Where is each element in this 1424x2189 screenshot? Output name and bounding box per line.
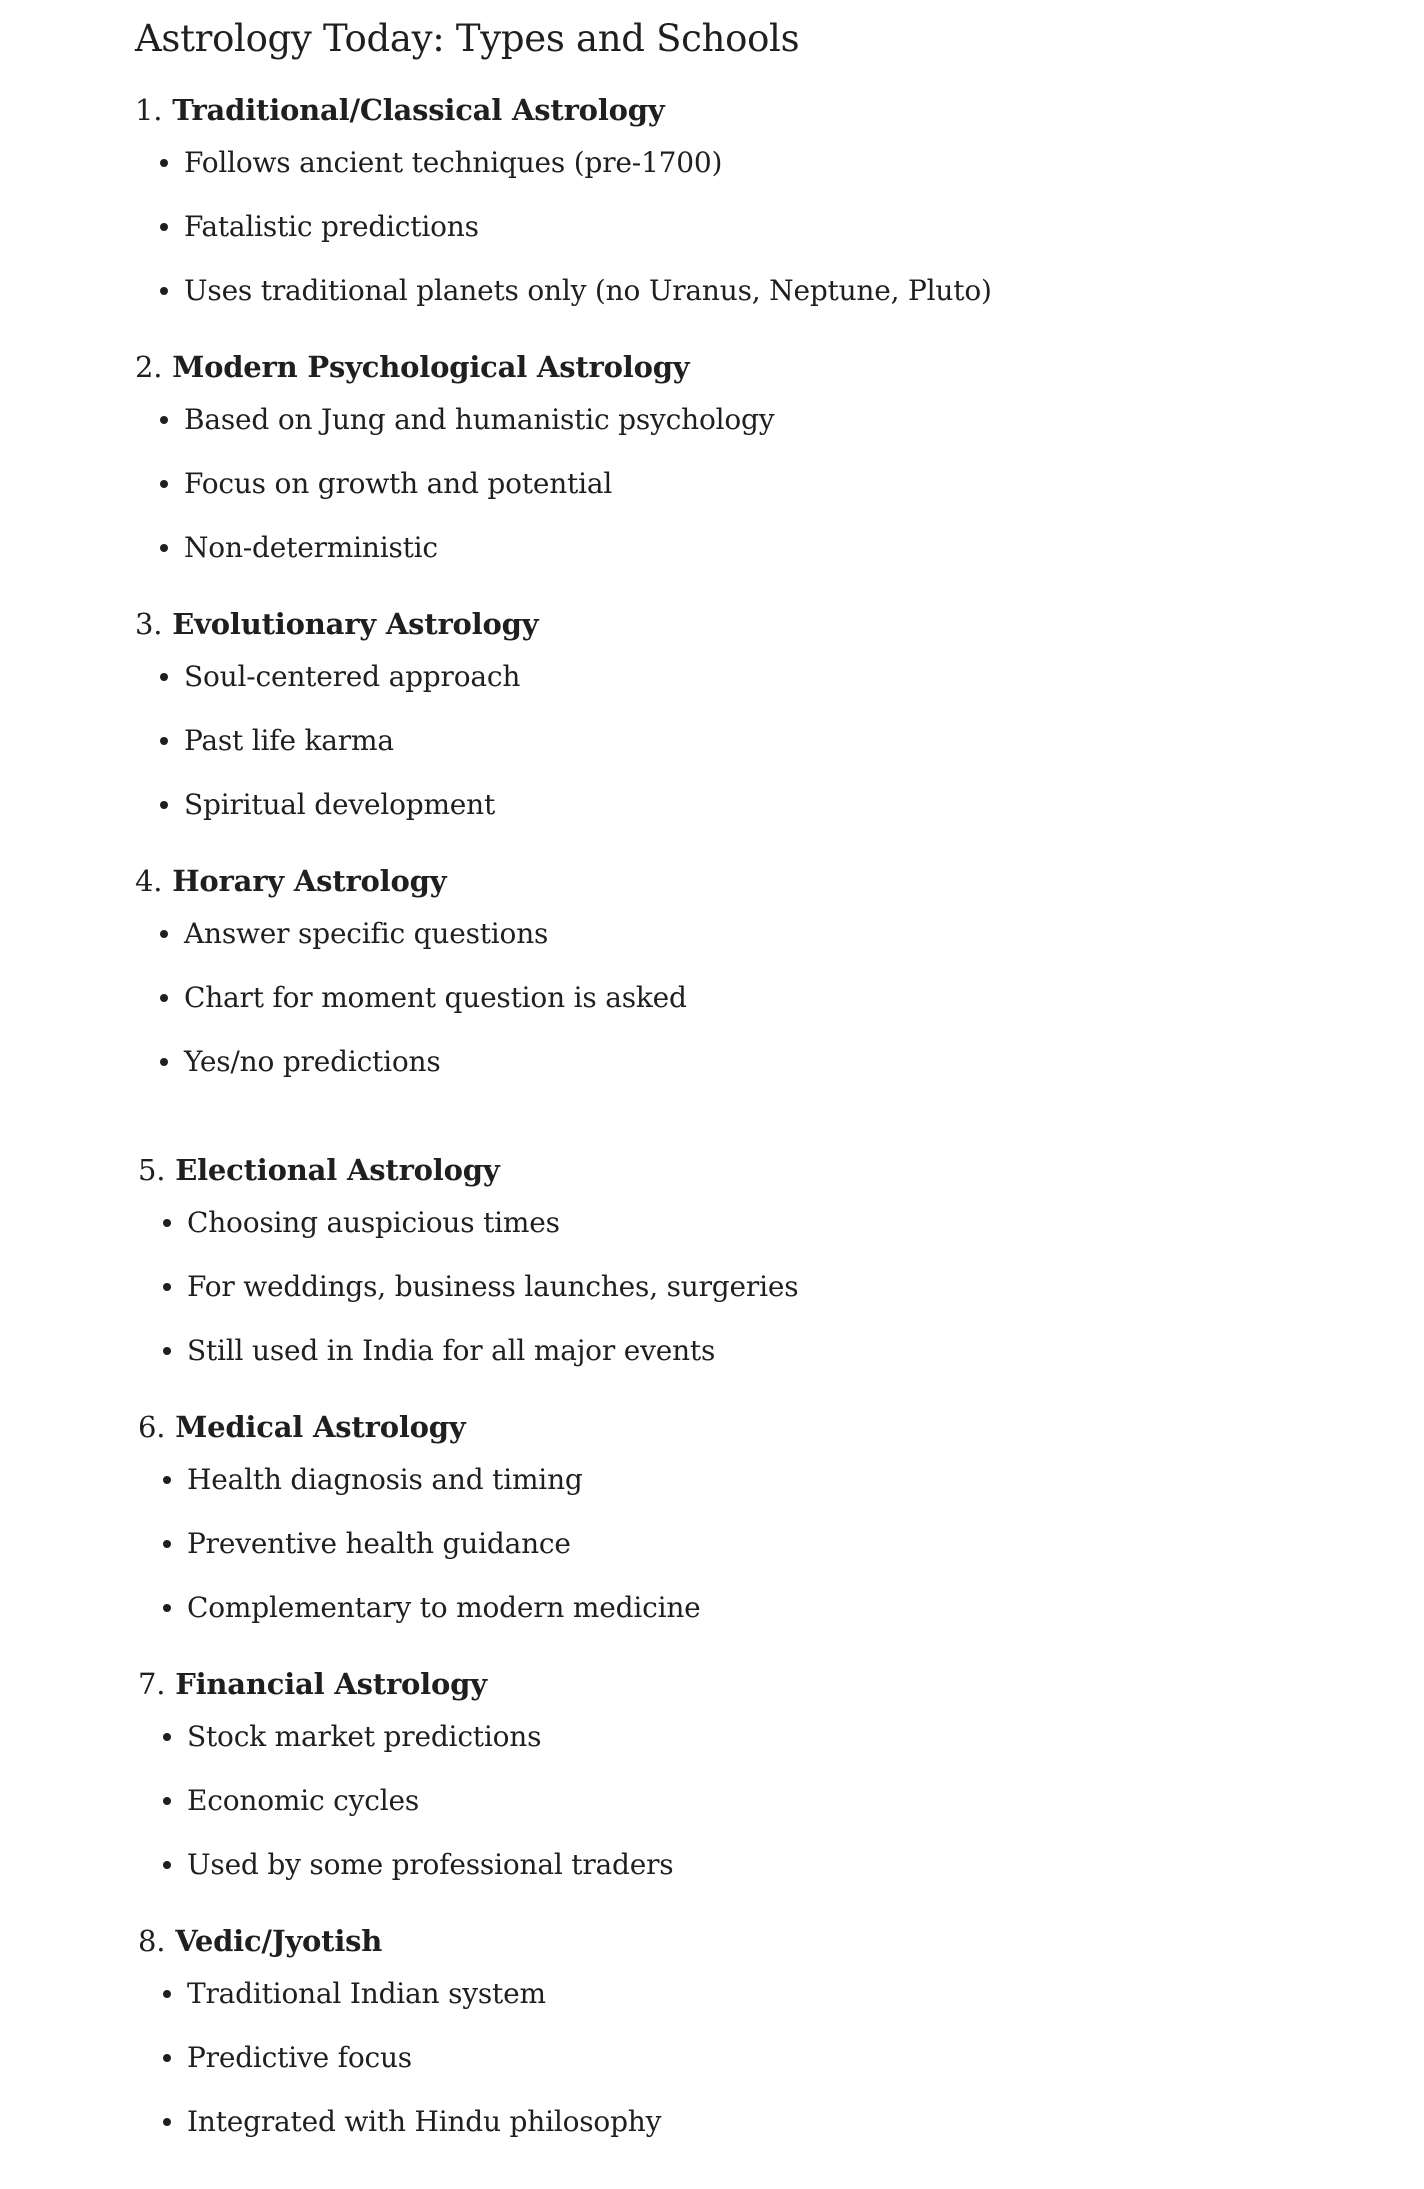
section-number: 2. bbox=[135, 350, 163, 384]
list-item bbox=[135, 207, 1335, 271]
list-item-text: Preventive health guidance bbox=[187, 1527, 571, 1560]
bullet-icon bbox=[160, 159, 168, 167]
bullet-list bbox=[135, 914, 1335, 1106]
list-item-text: Follows ancient techniques (pre-1700) bbox=[184, 146, 723, 179]
section-financial bbox=[138, 1664, 1338, 1909]
section-traditional-classical bbox=[135, 90, 1335, 335]
section-name: Modern Psychological Astrology bbox=[172, 350, 690, 384]
list-item-text: Still used in India for all major events bbox=[187, 1334, 716, 1367]
list-item bbox=[138, 1460, 1338, 1524]
list-item-text: For weddings, business launches, surgeries bbox=[187, 1270, 799, 1303]
list-item bbox=[138, 1717, 1338, 1781]
list-item-text: Yes/no predictions bbox=[184, 1045, 441, 1078]
section-heading bbox=[138, 1407, 1338, 1447]
list-item-text: Complementary to modern medicine bbox=[187, 1591, 701, 1624]
list-item bbox=[138, 2038, 1338, 2102]
list-item-text: Stock market predictions bbox=[187, 1720, 542, 1753]
list-item-text: Chart for moment question is asked bbox=[184, 981, 687, 1014]
bullet-list bbox=[138, 1974, 1338, 2166]
bullet-icon bbox=[163, 1540, 171, 1548]
bullet-icon bbox=[160, 416, 168, 424]
bullet-icon bbox=[163, 2054, 171, 2062]
bullet-list bbox=[138, 1717, 1338, 1909]
section-name: Traditional/Classical Astrology bbox=[172, 93, 665, 127]
section-number: 5. bbox=[138, 1153, 166, 1187]
list-item bbox=[138, 1845, 1338, 1909]
section-number: 1. bbox=[135, 93, 163, 127]
list-item-text: Economic cycles bbox=[187, 1784, 420, 1817]
bullet-icon bbox=[163, 1283, 171, 1291]
list-item bbox=[138, 1203, 1338, 1267]
list-item bbox=[135, 1042, 1335, 1106]
section-number: 7. bbox=[138, 1667, 166, 1701]
section-electional bbox=[138, 1150, 1338, 1395]
bullet-icon bbox=[163, 2118, 171, 2126]
list-item-text: Uses traditional planets only (no Uranus, Neptune, Pluto) bbox=[184, 274, 992, 307]
bullet-icon bbox=[160, 1058, 168, 1066]
list-item-text: Spiritual development bbox=[184, 788, 496, 821]
bullet-icon bbox=[160, 223, 168, 231]
section-heading bbox=[135, 604, 1335, 644]
page-title: Astrology Today: Types and Schools bbox=[135, 17, 800, 60]
section-heading bbox=[135, 347, 1335, 387]
bullet-icon bbox=[160, 930, 168, 938]
list-item bbox=[135, 528, 1335, 592]
list-item bbox=[135, 721, 1335, 785]
list-item bbox=[135, 400, 1335, 464]
bullet-icon bbox=[163, 1604, 171, 1612]
list-item-text: Integrated with Hindu philosophy bbox=[187, 2105, 662, 2138]
list-item bbox=[138, 1524, 1338, 1588]
bullet-icon bbox=[163, 1476, 171, 1484]
bullet-icon bbox=[160, 737, 168, 745]
section-medical bbox=[138, 1407, 1338, 1652]
bullet-icon bbox=[163, 1797, 171, 1805]
bullet-icon bbox=[160, 994, 168, 1002]
list-item bbox=[138, 1781, 1338, 1845]
list-item-text: Based on Jung and humanistic psychology bbox=[184, 403, 775, 436]
list-item-text: Focus on growth and potential bbox=[184, 467, 613, 500]
list-item bbox=[135, 914, 1335, 978]
bullet-list bbox=[138, 1460, 1338, 1652]
list-item-text: Past life karma bbox=[184, 724, 394, 757]
section-name: Medical Astrology bbox=[175, 1410, 466, 1444]
list-item bbox=[138, 2102, 1338, 2166]
section-number: 6. bbox=[138, 1410, 166, 1444]
bullet-icon bbox=[163, 1861, 171, 1869]
list-item bbox=[135, 785, 1335, 849]
section-number: 3. bbox=[135, 607, 163, 641]
list-item bbox=[135, 271, 1335, 335]
section-name: Evolutionary Astrology bbox=[172, 607, 539, 641]
bullet-icon bbox=[160, 480, 168, 488]
section-heading bbox=[138, 1664, 1338, 1704]
bullet-icon bbox=[160, 801, 168, 809]
bullet-list bbox=[138, 1203, 1338, 1395]
section-number: 8. bbox=[138, 1924, 166, 1958]
section-heading bbox=[135, 90, 1335, 130]
list-item-text: Choosing auspicious times bbox=[187, 1206, 560, 1239]
list-item bbox=[138, 1331, 1338, 1395]
section-name: Electional Astrology bbox=[175, 1153, 500, 1187]
bullet-icon bbox=[160, 673, 168, 681]
bullet-list bbox=[135, 143, 1335, 335]
list-item-text: Predictive focus bbox=[187, 2041, 412, 2074]
section-modern-psychological bbox=[135, 347, 1335, 592]
section-heading bbox=[138, 1150, 1338, 1190]
list-item bbox=[138, 1588, 1338, 1652]
bullet-icon bbox=[163, 1347, 171, 1355]
list-item bbox=[138, 1974, 1338, 2038]
bullet-icon bbox=[163, 1990, 171, 1998]
list-item bbox=[138, 1267, 1338, 1331]
section-vedic-jyotish bbox=[138, 1921, 1338, 2166]
section-name: Horary Astrology bbox=[172, 864, 447, 898]
list-item-text: Health diagnosis and timing bbox=[187, 1463, 583, 1496]
bullet-icon bbox=[160, 544, 168, 552]
section-name: Financial Astrology bbox=[175, 1667, 487, 1701]
list-item-text: Traditional Indian system bbox=[187, 1977, 546, 2010]
bullet-list bbox=[135, 400, 1335, 592]
section-heading bbox=[135, 861, 1335, 901]
list-item-text: Soul-centered approach bbox=[184, 660, 521, 693]
bullet-list bbox=[135, 657, 1335, 849]
list-item-text: Non-deterministic bbox=[184, 531, 438, 564]
list-item bbox=[135, 464, 1335, 528]
section-heading bbox=[138, 1921, 1338, 1961]
section-horary bbox=[135, 861, 1335, 1106]
list-item bbox=[135, 143, 1335, 207]
section-name: Vedic/Jyotish bbox=[175, 1924, 383, 1958]
list-item-text: Fatalistic predictions bbox=[184, 210, 479, 243]
list-item bbox=[135, 657, 1335, 721]
bullet-icon bbox=[160, 287, 168, 295]
section-evolutionary bbox=[135, 604, 1335, 849]
section-number: 4. bbox=[135, 864, 163, 898]
list-item-text: Answer specific questions bbox=[184, 917, 549, 950]
list-item-text: Used by some professional traders bbox=[187, 1848, 674, 1881]
bullet-icon bbox=[163, 1219, 171, 1227]
list-item bbox=[135, 978, 1335, 1042]
bullet-icon bbox=[163, 1733, 171, 1741]
